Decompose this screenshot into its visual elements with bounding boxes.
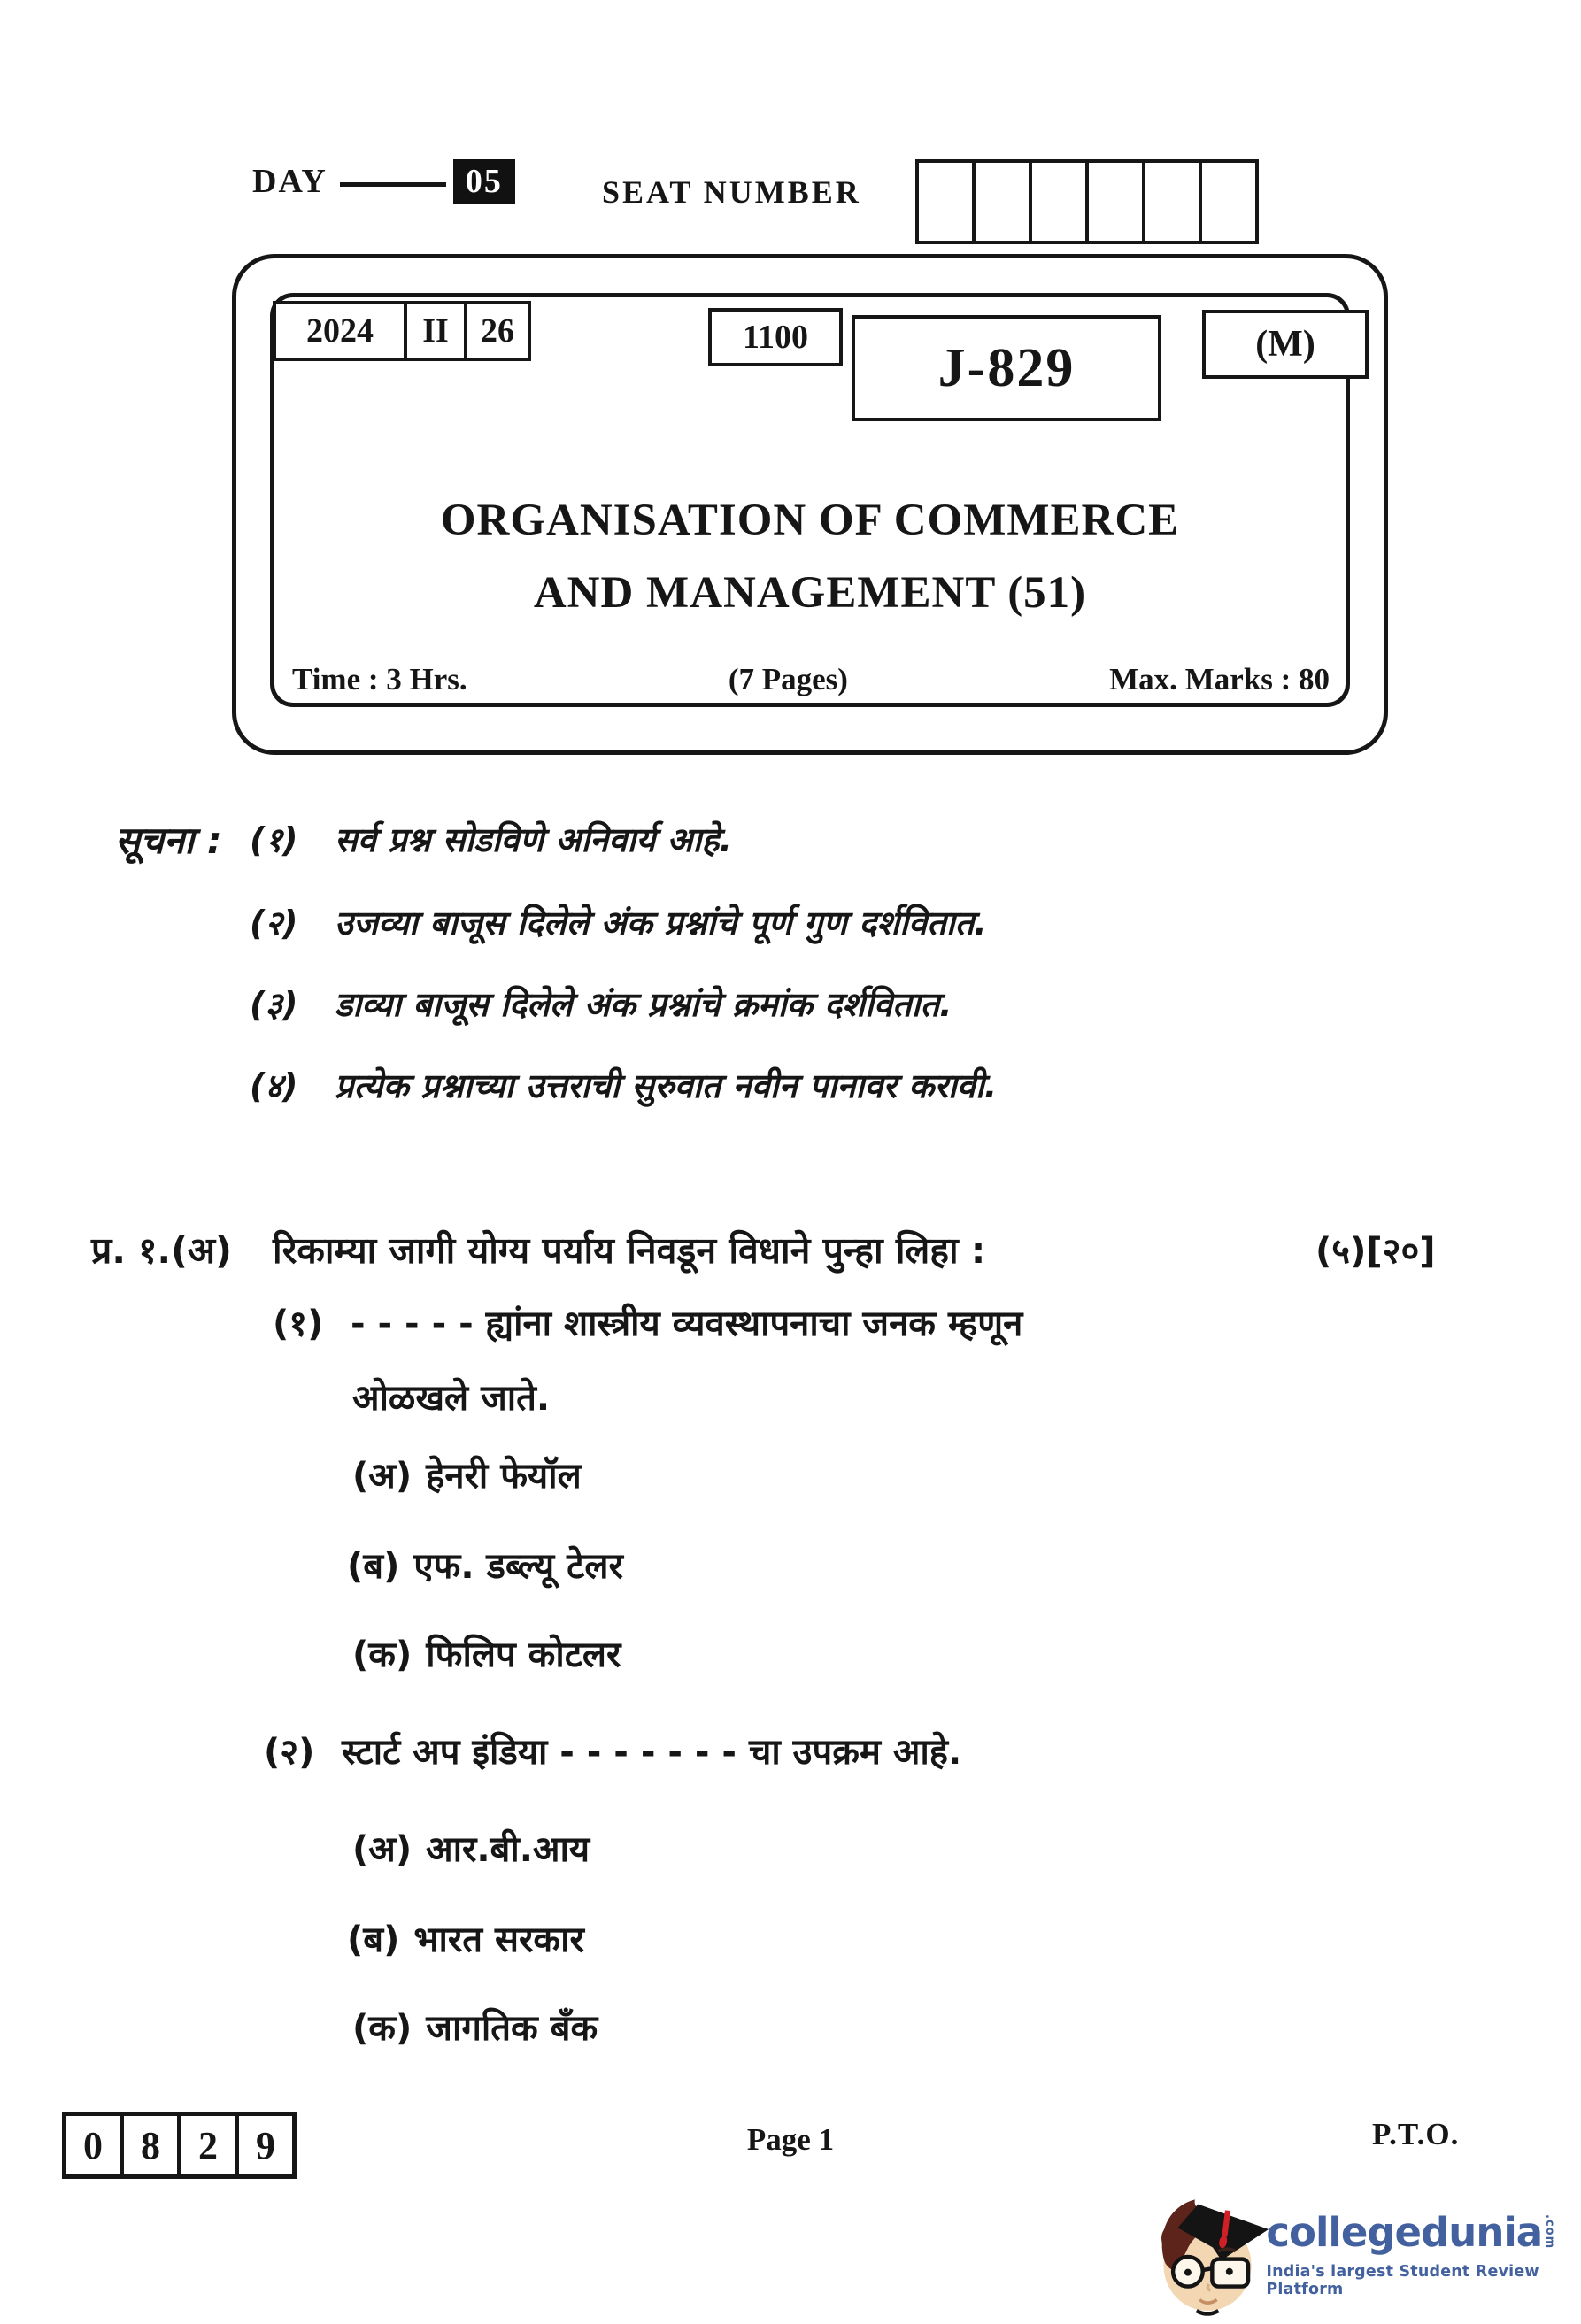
option-label: (क): [352, 2008, 413, 2049]
subquestion-1-line2: ओळखले जाते.: [352, 1378, 551, 1419]
option-label: (अ): [352, 1829, 413, 1870]
instruction-number: (४): [250, 1066, 298, 1105]
instruction-text: उजव्या बाजूस दिलेले अंक प्रश्नांचे पूर्ण गुण दर्शवितात.: [335, 904, 987, 943]
collegedunia-wordmark: [1266, 2209, 1581, 2298]
day-label: DAY: [252, 163, 328, 200]
subquestion-2: [264, 1726, 1326, 1774]
day-dash-line: [340, 182, 446, 187]
subquestion-number: (१): [273, 1304, 324, 1344]
pages-count: (7 Pages): [728, 662, 848, 696]
instruction-number: (२): [250, 904, 298, 943]
option-text: भारत सरकार: [413, 1920, 584, 1960]
collegedunia-logo: [1146, 2175, 1581, 2324]
day-row: [252, 159, 515, 204]
seat-digit-cell: [1029, 159, 1089, 244]
subquestion-text: - - - - - ह्यांना शास्त्रीय व्यवस्थापनाचा जनक म्हणून: [351, 1304, 1023, 1344]
page-number: Page 1: [746, 2122, 835, 2157]
option-label: (ब): [347, 1546, 400, 1587]
code-digit-cell: 0: [62, 2112, 124, 2179]
seat-number-label: SEAT NUMBER: [602, 174, 861, 210]
question-marks: (५)[२०]: [1315, 1231, 1436, 1272]
instruction-text: डाव्या बाजूस दिलेले अंक प्रश्नांचे क्रमांक दर्शवितात.: [335, 985, 952, 1024]
instruction-item: [250, 1062, 997, 1108]
code-digit-cell: 9: [235, 2112, 297, 2179]
subquestion-number: (२): [264, 1732, 315, 1773]
seat-digit-cell: [1199, 159, 1259, 244]
seat-number-boxes: [919, 159, 1259, 244]
option-text: हेनरी फेयॉल: [426, 1456, 582, 1497]
question-1-header: [91, 1225, 1330, 1274]
option-text: एफ. डब्ल्यू टेलर: [413, 1546, 623, 1587]
paper-title-line2: AND MANAGEMENT (51): [533, 567, 1087, 618]
instructions-heading: सूचना :: [115, 819, 222, 862]
question-text: रिकाम्या जागी योग्य पर्याय निवडून विधाने पुन्हा लिहा :: [273, 1229, 986, 1272]
instruction-item: [250, 816, 732, 862]
seat-digit-cell: [1142, 159, 1202, 244]
option-a: [352, 1823, 590, 1872]
time-allowed: Time : 3 Hrs.: [292, 662, 467, 696]
seat-digit-cell: [972, 159, 1032, 244]
seat-digit-cell: [915, 159, 976, 244]
exam-year-cell: 2024: [273, 301, 407, 361]
seat-digit-cell: [1085, 159, 1145, 244]
option-text: आर.बी.आय: [426, 1829, 590, 1870]
code-digit-cell: 2: [177, 2112, 239, 2179]
day-value-badge: 05: [453, 159, 515, 204]
paper-title-line1: ORGANISATION OF COMMERCE: [440, 496, 1180, 545]
code-digit-cell: 8: [120, 2112, 181, 2179]
option-b: [347, 1540, 623, 1589]
collegedunia-mascot-icon: [1146, 2175, 1273, 2324]
exam-month-cell: II: [404, 301, 467, 361]
question-number: प्र. १.(अ): [91, 1229, 232, 1272]
paper-title: [270, 485, 1350, 629]
exam-day-cell: 26: [464, 301, 531, 361]
time-pages-marks-row: [292, 662, 1330, 697]
option-b: [347, 1913, 584, 1962]
instruction-text: प्रत्येक प्रश्नाच्या उत्तराची सुरुवात नवीन पानावर करावी.: [335, 1066, 998, 1105]
exam-time-code-box: 1100: [708, 308, 843, 366]
max-marks: Max. Marks : 80: [1109, 662, 1330, 696]
exam-date-boxes: [276, 301, 531, 361]
instruction-text: सर्व प्रश्न सोडविणे अनिवार्य आहे.: [335, 820, 732, 859]
option-text: जागतिक बँक: [426, 2008, 598, 2049]
collegedunia-domain: .com: [1543, 2213, 1557, 2249]
option-c: [352, 2002, 598, 2051]
option-text: फिलिप कोटलर: [426, 1635, 621, 1675]
pto-label: P.T.O.: [1372, 2117, 1460, 2151]
option-c: [352, 1628, 621, 1677]
instruction-item: [250, 899, 987, 945]
instruction-item: [250, 981, 952, 1027]
collegedunia-name: collegedunia: [1266, 2209, 1543, 2256]
paper-code-box: J-829: [852, 315, 1161, 421]
option-label: (क): [352, 1635, 413, 1675]
instruction-number: (३): [250, 985, 298, 1024]
option-a: [352, 1450, 582, 1498]
option-label: (ब): [347, 1920, 400, 1960]
option-label: (अ): [352, 1456, 413, 1497]
subquestion-text: स्टार्ट अप इंडिया - - - - - - - चा उपक्रम आहे.: [342, 1732, 962, 1773]
collegedunia-tagline: India's largest Student Review Platform: [1266, 2263, 1539, 2298]
medium-code-box: (M): [1202, 310, 1369, 379]
instruction-number: (१): [250, 820, 298, 859]
subquestion-1: [273, 1297, 1246, 1346]
